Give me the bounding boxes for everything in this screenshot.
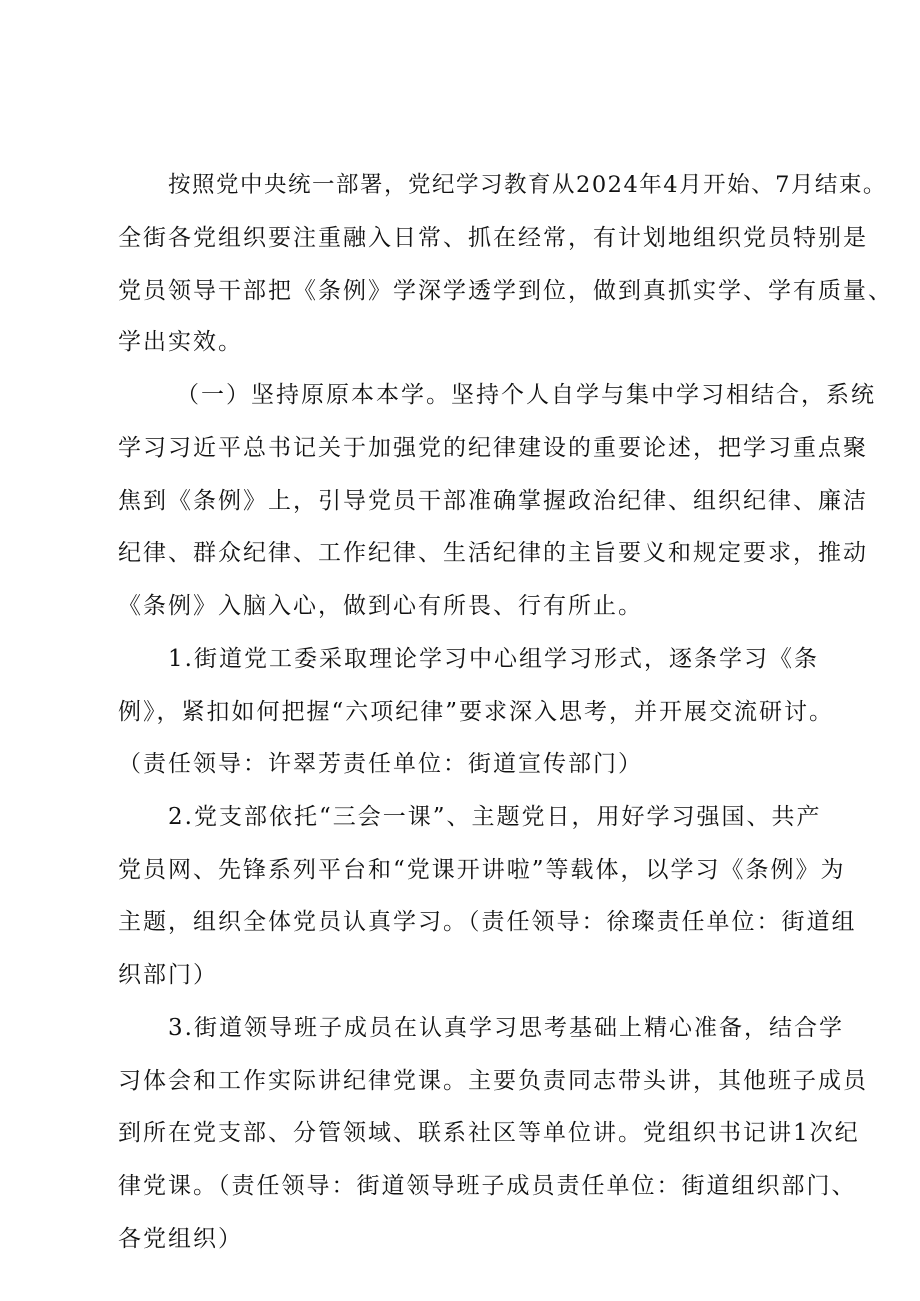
- paragraph-1-line-3: 党员领导干部把《条例》学深学透学到位，做到真抓实学、学有质量、: [118, 278, 893, 304]
- paragraph-4-line-2: 党员网、先锋系列平台和“党课开讲啦”等载体，以学习《条例》为: [118, 857, 846, 883]
- paragraph-3-line-2: 例》，紧扣如何把握“六项纪律”要求深入思考，并开展交流研讨。: [118, 699, 835, 725]
- paragraph-5-line-2: 习体会和工作实际讲纪律党课。主要负责同志带头讲，其他班子成员: [118, 1068, 868, 1094]
- paragraph-2-line-2: 学习习近平总书记关于加强党的纪律建设的重要论述，把学习重点聚: [118, 435, 868, 461]
- paragraph-4-line-3: 主题，组织全体党员认真学习。（责任领导：徐璨责任单位：街道组: [118, 909, 857, 935]
- paragraph-2-line-3: 焦到《条例》上，引导党员干部准确掌握政治纪律、组织纪律、廉洁: [118, 488, 868, 514]
- paragraph-5-line-5: 各党组织）: [118, 1226, 243, 1252]
- paragraph-1-line-1: 按照党中央统一部署，党纪学习教育从2024年4月开始、7月结束。: [168, 172, 887, 198]
- paragraph-2-line-4: 纪律、群众纪律、工作纪律、生活纪律的主旨要义和规定要求，推动: [118, 540, 868, 566]
- paragraph-4-line-1: 2.党支部依托“三会一课”、主题党日，用好学习强国、共产: [168, 804, 822, 830]
- paragraph-3-line-1: 1.街道党工委采取理论学习中心组学习形式，逐条学习《条: [168, 646, 819, 672]
- paragraph-5-line-3: 到所在党支部、分管领域、联系社区等单位讲。党组织书记讲1次纪: [118, 1120, 860, 1146]
- paragraph-1-line-4: 学出实效。: [118, 329, 243, 355]
- paragraph-2-line-1: （一）坚持原原本本学。坚持个人自学与集中学习相结合，系统: [176, 382, 876, 408]
- paragraph-1-line-2: 全街各党组织要注重融入日常、抓在经常，有计划地组织党员特别是: [118, 225, 868, 251]
- paragraph-2-line-5: 《条例》入脑入心，做到心有所畏、行有所止。: [118, 593, 643, 619]
- paragraph-3-line-3: （责任领导：许翠芳责任单位：街道宣传部门）: [118, 751, 643, 777]
- paragraph-5-line-1: 3.街道领导班子成员在认真学习思考基础上精心准备，结合学: [168, 1015, 844, 1041]
- paragraph-4-line-4: 织部门）: [118, 962, 218, 988]
- paragraph-5-line-4: 律党课。（责任领导：街道领导班子成员责任单位：街道组织部门、: [118, 1173, 857, 1199]
